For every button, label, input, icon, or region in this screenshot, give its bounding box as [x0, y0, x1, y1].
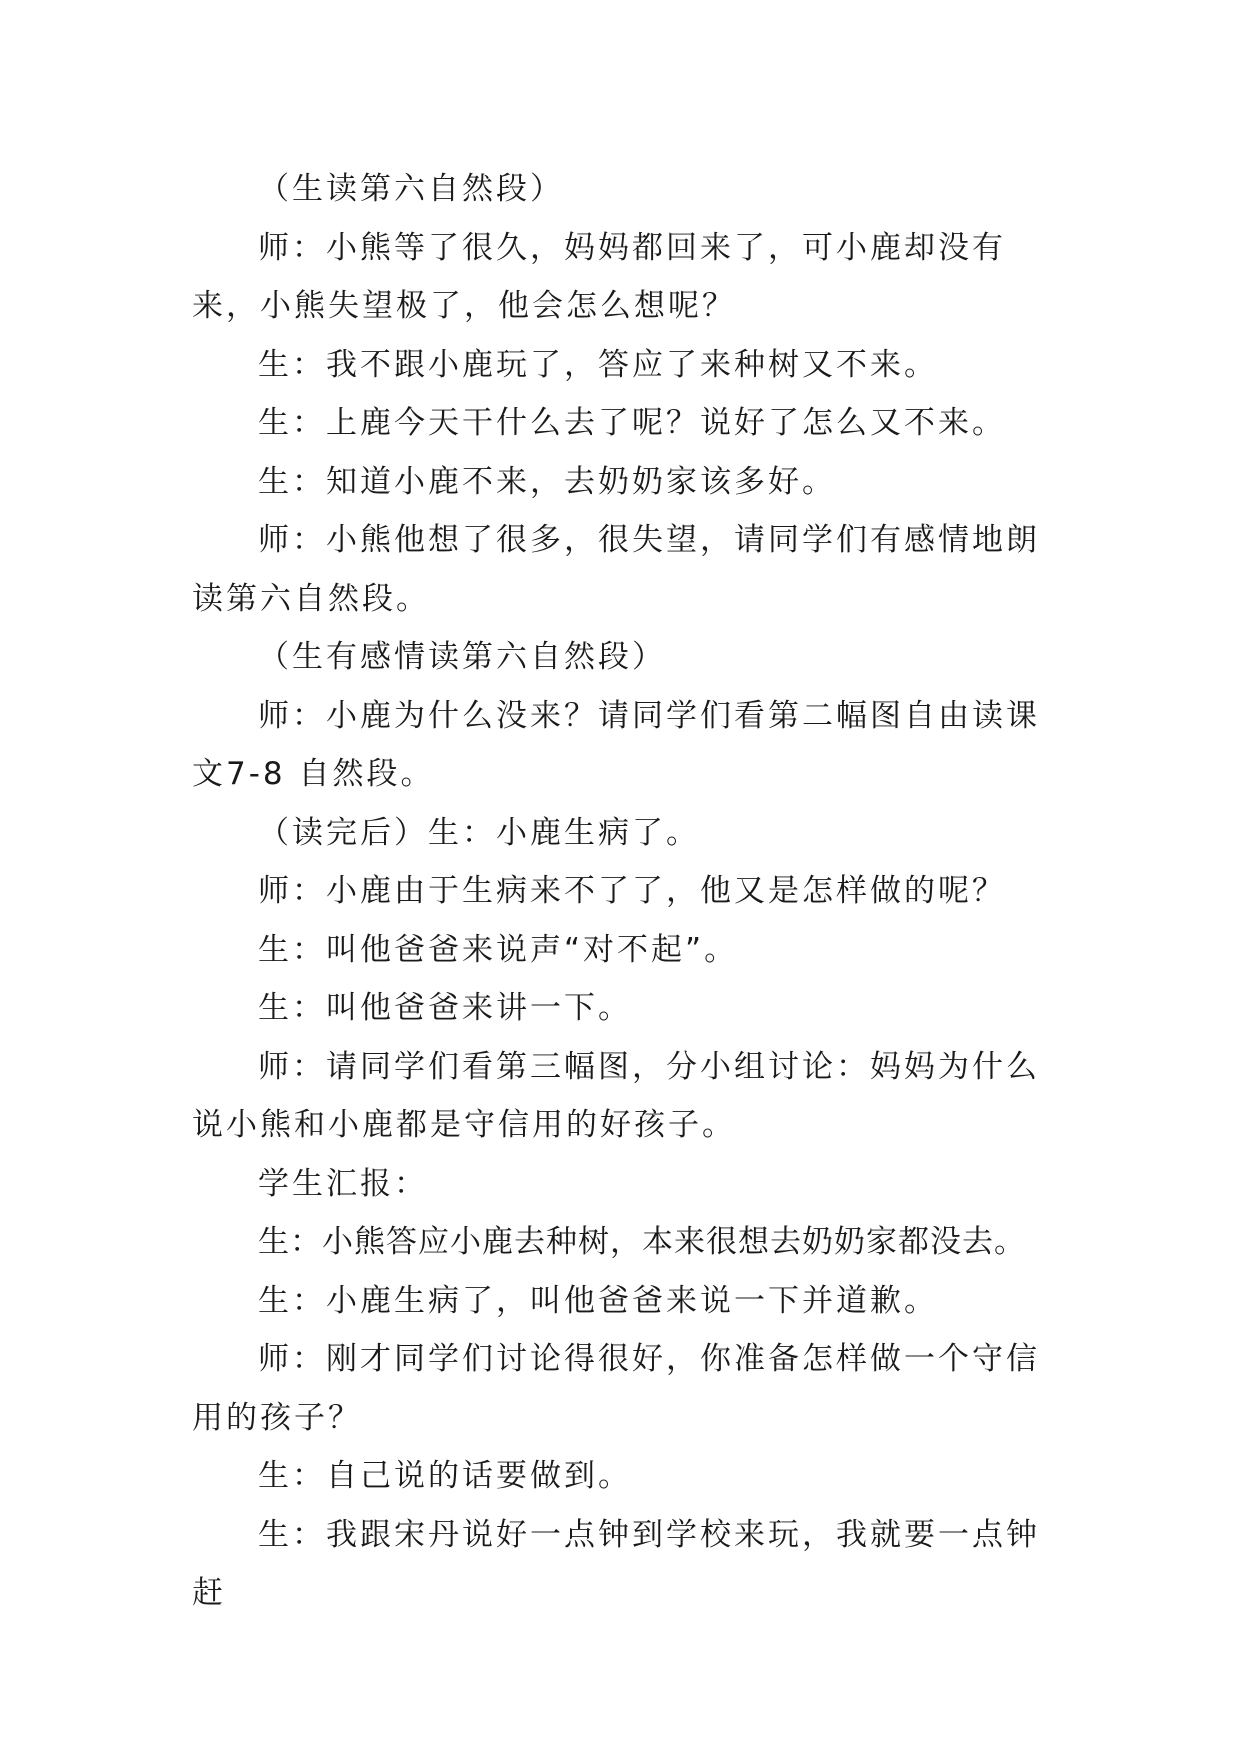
paragraph: （生读第六自然段） — [258, 171, 564, 207]
paragraph: 生：自己说的话要做到。 — [258, 1458, 632, 1494]
paragraph: 师：小鹿为什么没来？请同学们看第二幅图自由读课文7-8 自然段。 — [192, 697, 1040, 792]
paragraph: （生有感情读第六自然段） — [258, 639, 666, 675]
paragraph: 生：小鹿生病了，叫他爸爸来说一下并道歉。 — [258, 1282, 938, 1319]
paragraph: 师：小鹿由于生病来不了了，他又是怎样做的呢？ — [258, 873, 1006, 909]
paragraph: 生：我跟宋丹说好一点钟到学校来玩，我就要一点钟赶 — [192, 1516, 1040, 1611]
paragraph: 生：叫他爸爸来讲一下。 — [258, 990, 632, 1026]
paragraph: 生：叫他爸爸来说声“对不起”。 — [258, 931, 739, 968]
paragraph: 师：小熊等了很久，妈妈都回来了，可小鹿却没有来，小熊失望极了，他会怎么想呢？ — [192, 229, 1006, 324]
paragraph: （读完后）生：小鹿生病了。 — [258, 814, 700, 851]
paragraph: 师：刚才同学们讨论得很好，你准备怎样做一个守信用的孩子？ — [192, 1341, 1040, 1436]
paragraph: 生：知道小鹿不来，去奶奶家该多好。 — [258, 463, 836, 500]
paragraph: 生：我不跟小鹿玩了，答应了来种树又不来。 — [258, 346, 938, 383]
document-body — [192, 160, 1072, 1623]
paragraph: 生：小熊答应小鹿去种树，本来很想去奶奶家都没去。 — [258, 1224, 1026, 1260]
paragraph: 师：请同学们看第三幅图，分小组讨论：妈妈为什么说小熊和小鹿都是守信用的好孩子。 — [192, 1048, 1040, 1143]
paragraph: 学生汇报： — [258, 1165, 428, 1202]
paragraph: 生：上鹿今天干什么去了呢？说好了怎么又不来。 — [258, 405, 1006, 441]
paragraph: 师：小熊他想了很多，很失望，请同学们有感情地朗读第六自然段。 — [192, 522, 1040, 617]
